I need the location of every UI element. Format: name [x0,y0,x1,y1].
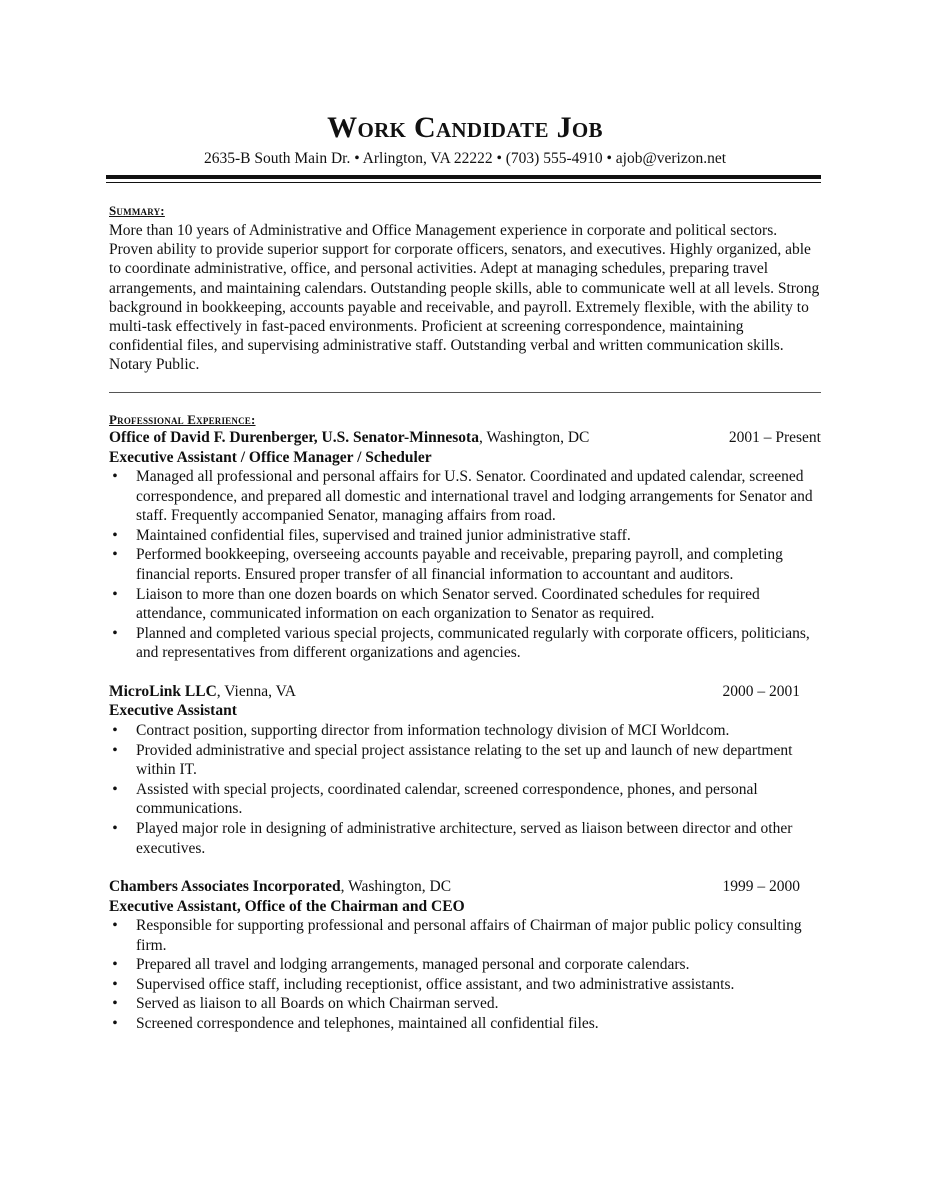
job-entry [109,682,821,858]
bullet-icon: • [112,917,118,935]
list-item [109,780,821,819]
list-item [109,916,821,955]
job-dates: 2000 – 2001 [722,682,800,700]
bullet-icon: • [112,585,118,603]
bullet-icon: • [112,741,118,759]
candidate-name: Work Candidate Job [327,111,603,144]
experience-section [109,412,821,1034]
employer-name: Chambers Associates Incorporated [109,878,341,896]
bullet-text: Prepared all travel and lodging arrangements, managed personal and corporate calendars. [136,956,690,974]
bullet-icon: • [112,819,118,837]
bullet-icon: • [112,526,118,544]
bullet-text: Supervised office staff, including receptionist, office assistant, and two administrative assistants. [136,975,735,993]
bullet-icon: • [112,624,118,642]
list-item [109,467,821,526]
bullet-text: Assisted with special projects, coordinated calendar, screened correspondence, phones, and personal communications. [136,780,758,818]
job-bullets [109,467,821,663]
bullet-icon: • [112,956,118,974]
job-title: Executive Assistant, Office of the Chairman and CEO [109,897,465,915]
job-title: Executive Assistant / Office Manager / Scheduler [109,448,432,466]
bullet-text: Performed bookkeeping, overseeing accounts payable and receivable, preparing payroll, and completing financial reports. Ensured proper transfer of all financial information to accountant and auditors. [136,546,783,583]
bullet-icon: • [112,780,118,798]
list-item [109,624,821,663]
bullet-text: Managed all professional and personal affairs for U.S. Senator. Coordinated and updated calendar, screened correspondence, and prepared all domestic and international travel and lodging arrangements for Senator and staff. Frequently accompanied Senator, managing affairs from road. [136,468,813,525]
bullet-text: Screened correspondence and telephones, maintained all confidential files. [136,1015,599,1033]
list-item [109,955,821,975]
bullet-text: Served as liaison to all Boards on which Chairman served. [136,995,499,1013]
bullet-icon: • [112,468,118,485]
list-item [109,819,821,858]
list-item [109,994,821,1014]
contact-info: 2635-B South Main Dr. • Arlington, VA 22222 • (703) 555-4910 • ajob@verizon.net [203,150,727,167]
job-dates: 2001 – Present [728,429,821,446]
employer-name: Office of David F. Durenberger, U.S. Senator-Minnesota [109,429,479,446]
job-header [109,428,821,448]
list-item [109,585,821,624]
job-header [109,877,821,897]
bullet-icon: • [112,546,118,564]
bullet-text: Responsible for supporting professional and personal affairs of Chairman of major public policy consulting firm. [136,917,802,954]
job-bullets [109,721,821,858]
employer-name: MicroLink LLC [109,682,217,700]
header-rule-thin [106,182,821,183]
bullet-icon: • [112,995,118,1013]
employer-location: , Washington, DC [340,878,452,896]
job-title: Executive Assistant [109,702,237,720]
employer-location: , Vienna, VA [216,682,296,700]
section-divider [109,392,821,393]
list-item [109,545,821,584]
bullet-icon: • [112,1015,118,1033]
list-item [109,741,821,780]
summary-heading: Summary: [109,203,165,218]
header-rule-thick [106,175,821,179]
job-header [109,682,821,702]
bullet-text: Contract position, supporting director from information technology division of MCI Worldcom. [136,721,730,739]
job-entry [109,877,821,1034]
list-item [109,975,821,995]
job-dates: 1999 – 2000 [722,878,800,896]
list-item [109,526,821,546]
experience-heading: Professional Experience: [109,412,256,427]
summary-text: More than 10 years of Administrative and Office Management experience in corporate and political sectors. Proven ability to provide superior support for corporate officers, senators, and executives. Highly organized, able to coordinate administrative, office, and personal activities. Adept at managing schedules, preparing travel arrangements, and maintaining calendars. Outstanding people skills, able to communicate well at all levels. Strong background in bookkeeping, accounts payable and receivable, and payroll. Extremely flexible, with the ability to multi-task effectively in fast-paced environments. Proficient at screening correspondence, maintaining confidential files, and supervising administrative staff. Outstanding verbal and written communication skills. Notary Public. [109,222,820,374]
bullet-text: Played major role in designing of administrative architecture, served as liaison between director and other executives. [136,819,793,857]
list-item [109,721,821,741]
bullet-text: Maintained confidential files, supervised and trained junior administrative staff. [136,526,631,544]
bullet-icon: • [112,975,118,993]
job-bullets [109,916,821,1034]
bullet-text: Liaison to more than one dozen boards on which Senator served. Coordinated schedules for required attendance, communicated information on each organization to Senator as required. [136,585,760,623]
employer-location: , Washington, DC [478,429,590,446]
summary-section [109,203,821,375]
bullet-text: Planned and completed various special projects, communicated regularly with corporate officers, politicians, and representatives from different organizations and agencies. [136,624,810,662]
job-entry [109,428,821,663]
list-item [109,1014,821,1034]
bullet-text: Provided administrative and special project assistance relating to the set up and launch of new department within IT. [136,741,793,779]
bullet-icon: • [112,721,118,739]
